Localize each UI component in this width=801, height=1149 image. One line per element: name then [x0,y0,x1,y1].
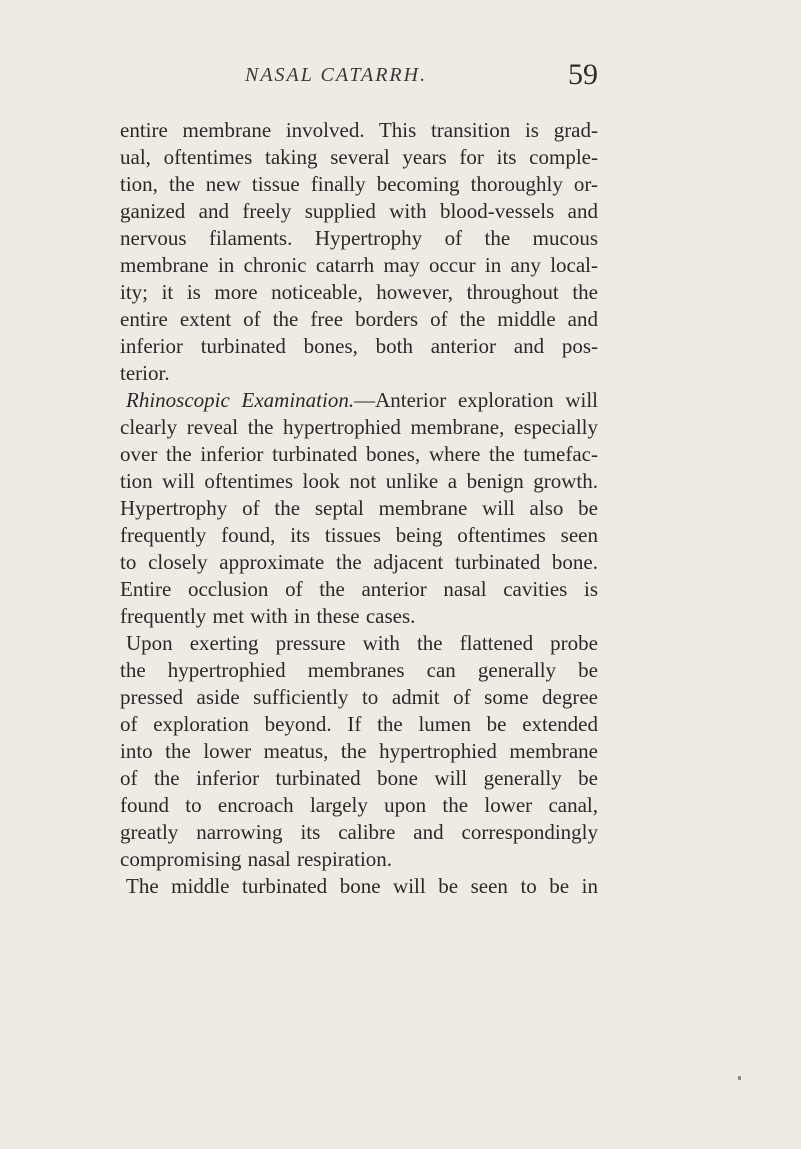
text-line: inferior turbinated bones, both anterior and pos- [120,334,598,358]
running-header [0,58,801,98]
text-line: frequently found, its tissues being oftentimes seen [120,523,598,547]
section-heading: Rhinoscopic Examination. [126,388,355,412]
page-number: 59 [568,58,598,91]
text-line: greatly narrowing its calibre and correspondingly [120,820,598,844]
text-line: tion, the new tissue finally becoming thoroughly or- [120,172,598,196]
text-line: Upon exerting pressure with the flattened probe [126,631,598,655]
text-line: compromising nasal respiration. [120,847,393,871]
text-line: into the lower meatus, the hypertrophied membrane [120,739,598,763]
paper-speck [738,1076,741,1080]
text-line: entire extent of the free borders of the middle and [120,307,598,331]
text-line: membrane in chronic catarrh may occur in any local- [120,253,598,277]
text-line: Entire occlusion of the anterior nasal cavities is [120,577,598,601]
text-line: entire membrane involved. This transition is grad- [120,118,598,142]
text-line: The middle turbinated bone will be seen to be in [126,874,598,898]
text-line: ual, oftentimes taking several years for its comple- [120,145,598,169]
text-line: clearly reveal the hypertrophied membrane, especially [120,415,598,439]
text-line: terior. [120,361,170,385]
text-line: over the inferior turbinated bones, where the tumefac- [120,442,598,466]
running-title: NASAL CATARRH. [245,64,428,86]
text-line: of the inferior turbinated bone will generally be [120,766,598,790]
text-line: the hypertrophied membranes can generally be [120,658,598,682]
text-line: pressed aside sufficiently to admit of some degree [120,685,598,709]
text-line: ganized and freely supplied with blood-vessels and [120,199,598,223]
body-text [120,117,598,900]
text-line: Hypertrophy of the septal membrane will also be [120,496,598,520]
text-line: found to encroach largely upon the lower canal, [120,793,598,817]
text-line: to closely approximate the adjacent turbinated bone. [120,550,598,574]
text-line: nervous filaments. Hypertrophy of the mucous [120,226,598,250]
text-line: tion will oftentimes look not unlike a benign growth. [120,469,598,493]
text-line: frequently met with in these cases. [120,604,416,628]
section-first-line [120,387,598,414]
text-line: ity; it is more noticeable, however, throughout the [120,280,598,304]
section-lead-in: —Anterior exploration will [354,388,598,412]
text-line: of exploration beyond. If the lumen be extended [120,712,598,736]
